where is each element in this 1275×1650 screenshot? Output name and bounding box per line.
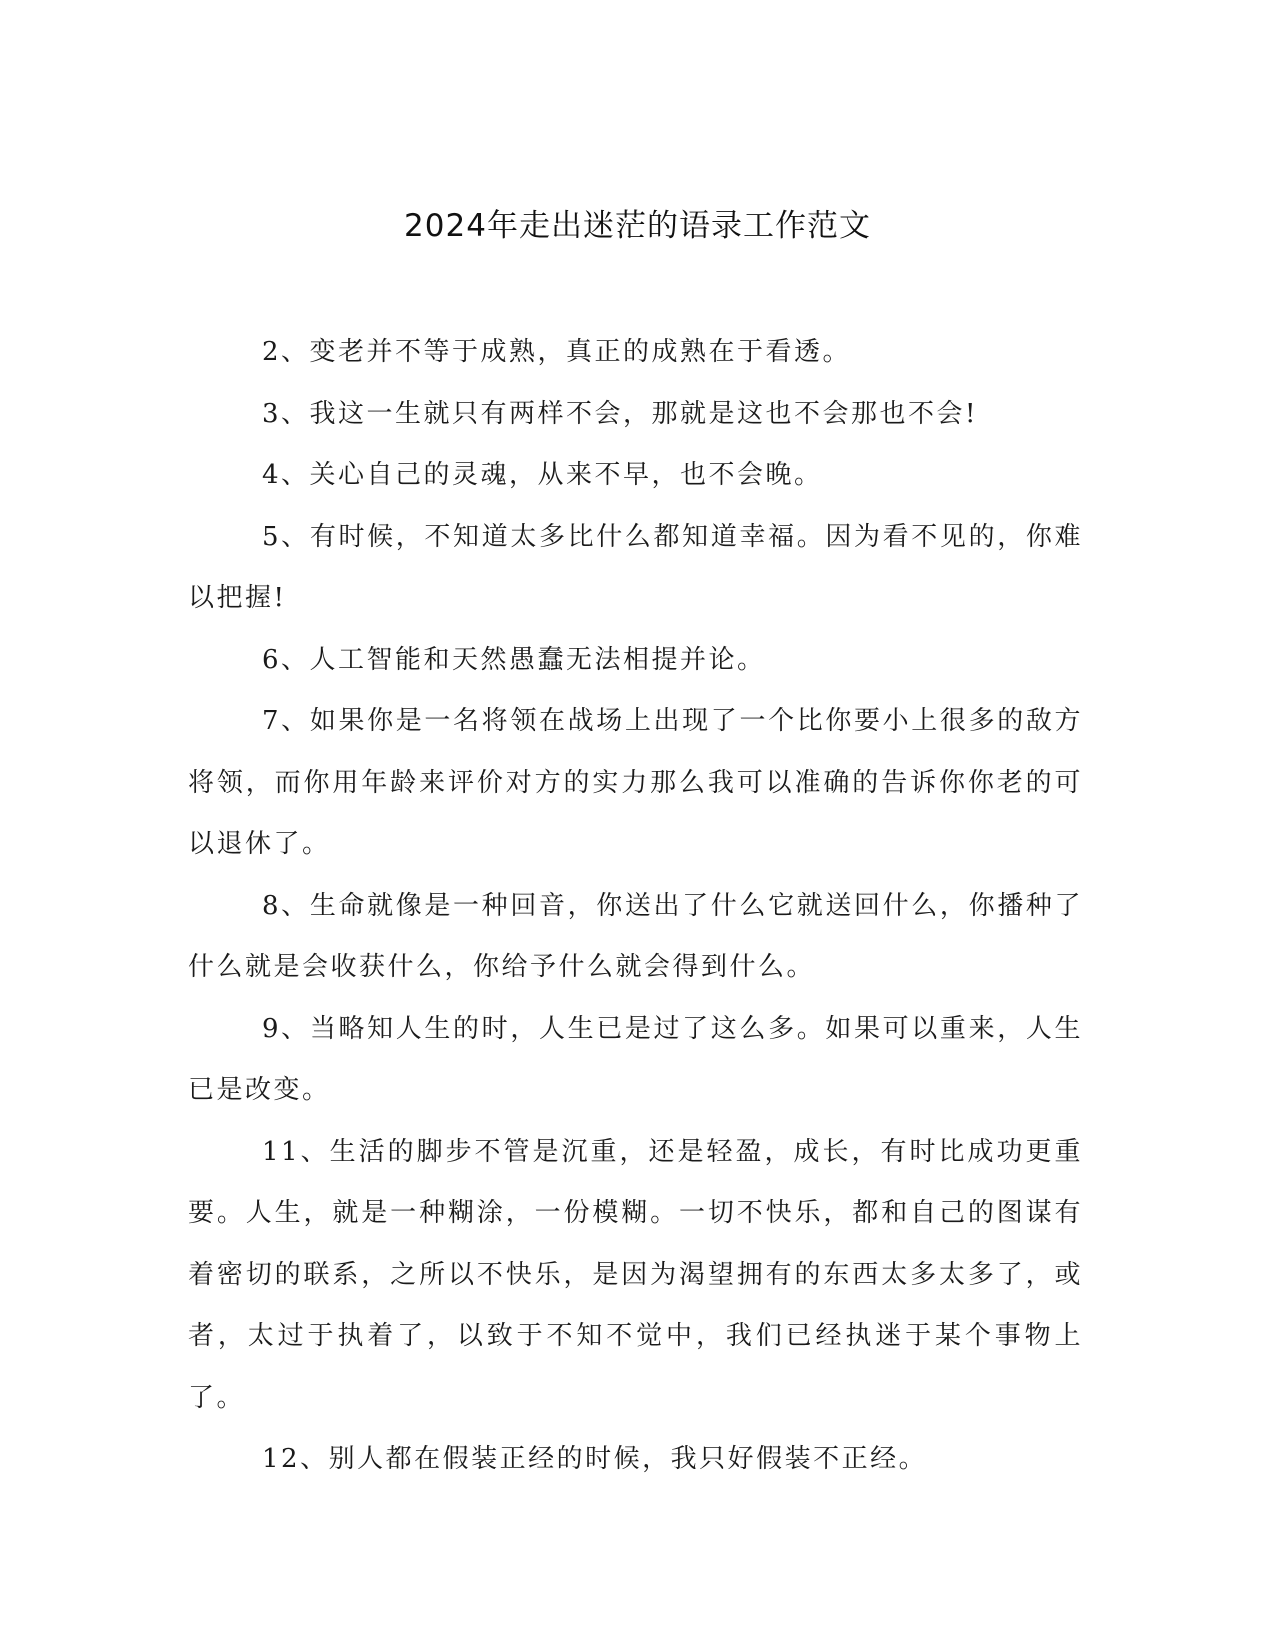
document-title: 2024年走出迷茫的语录工作范文 [404, 208, 871, 244]
paragraph-3: 3、我这一生就只有两样不会，那就是这也不会那也不会! [262, 398, 978, 429]
document-body [188, 322, 1083, 1491]
paragraph-12: 12、别人都在假装正经的时候，我只好假装不正经。 [262, 1444, 928, 1474]
paragraph-2: 2、变老并不等于成熟，真正的成熟在于看透。 [262, 337, 852, 367]
paragraph-5: 5、有时候，不知道太多比什么都知道幸福。因为看不见的，你难以把握! [188, 521, 1083, 613]
paragraph-6: 6、人工智能和天然愚蠢无法相提并论。 [262, 644, 766, 675]
paragraph-4: 4、关心自己的灵魂，从来不早，也不会晚。 [262, 460, 823, 490]
paragraph-8: 8、生命就像是一种回音，你送出了什么它就送回什么，你播种了什么就是会收获什么，你给予什么就会得到什么。 [188, 890, 1083, 982]
paragraph-9: 9、当略知人生的时，人生已是过了这么多。如果可以重来，人生已是改变。 [188, 1013, 1083, 1105]
paragraph-11: 11、生活的脚步不管是沉重，还是轻盈，成长，有时比成功更重要。人生，就是一种糊涂，一份模糊。一切不快乐，都和自己的图谋有着密切的联系，之所以不快乐，是因为渴望拥有的东西太多太多了，或者，太过于执着了，以致于不知不觉中，我们已经执迷于某个事物上了。 [188, 1136, 1083, 1413]
paragraph-7: 7、如果你是一名将领在战场上出现了一个比你要小上很多的敌方将领，而你用年龄来评价对方的实力那么我可以准确的告诉你你老的可以退休了。 [188, 706, 1083, 859]
